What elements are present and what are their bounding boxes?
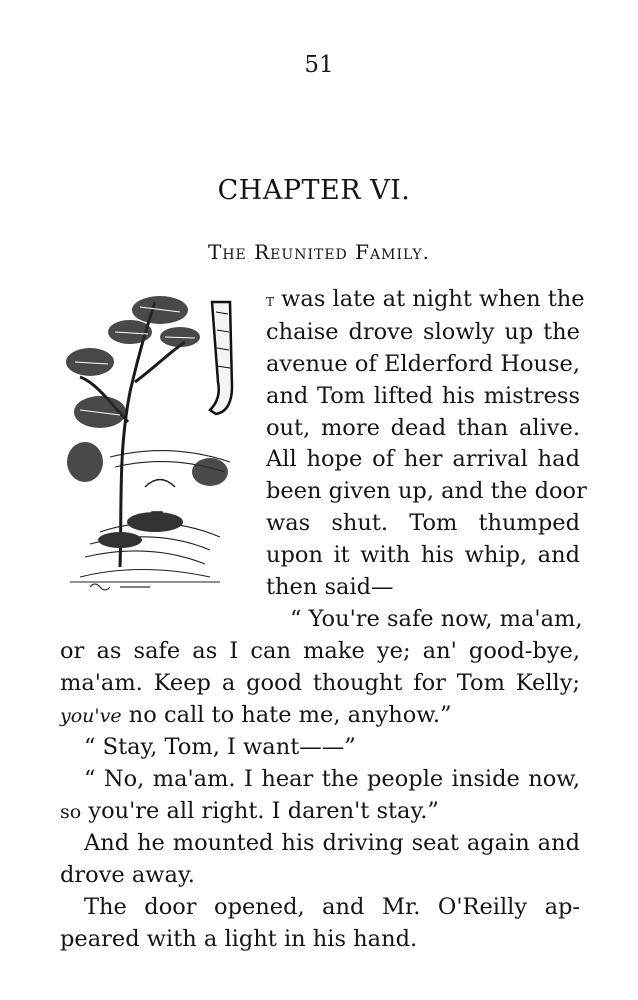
text-line-1 bbox=[266, 286, 585, 312]
text-line-13: ma'am. Keep a good thought for Tom Kelly; bbox=[60, 670, 580, 696]
text-line-15: “ Stay, Tom, I want——” bbox=[84, 734, 356, 760]
text-line-18: And he mounted his driving seat again and bbox=[84, 830, 580, 856]
text-line-7: been given up, and the door bbox=[266, 478, 587, 504]
page-number: 51 bbox=[304, 52, 334, 78]
text-line-4: and Tom lifted his mistress bbox=[266, 383, 580, 409]
text-line-11: “ You're safe now, ma'am, bbox=[290, 606, 583, 632]
line-14-rest: no call to hate me, anyhow.” bbox=[128, 702, 452, 728]
text-line-21: peared with a light in his hand. bbox=[60, 926, 418, 952]
text-line-3: avenue of Elderford House, bbox=[266, 351, 580, 377]
text-line-8: was shut. Tom thumped bbox=[266, 510, 580, 536]
text-line-19: drove away. bbox=[60, 862, 195, 888]
text-line-20: The door opened, and Mr. O'Reilly ap- bbox=[84, 894, 580, 920]
text-line-5: out, more dead than alive. bbox=[266, 415, 580, 441]
text-line-10: then said— bbox=[266, 574, 394, 600]
emphasis-word: you've bbox=[60, 705, 122, 727]
line-17-first-word: so bbox=[60, 801, 82, 823]
text-line-9: upon it with his whip, and bbox=[266, 542, 580, 568]
text-line-6: All hope of her arrival had bbox=[266, 446, 580, 472]
text-line-2: chaise drove slowly up the bbox=[266, 319, 580, 345]
chapter-title: CHAPTER VI. bbox=[217, 175, 411, 206]
text-line-16: “ No, ma'am. I hear the people inside now, bbox=[84, 766, 580, 792]
chapter-subtitle: The Reunited Family. bbox=[208, 240, 430, 264]
drop-cap-illustration bbox=[60, 282, 260, 600]
text-line-17 bbox=[60, 800, 439, 823]
drop-cap-continuation: t bbox=[266, 291, 275, 311]
line-17-rest: you're all right. I daren't stay.” bbox=[88, 798, 439, 824]
text-line-12: or as safe as I can make ye; an' good-bye, bbox=[60, 638, 580, 664]
text-line-14 bbox=[60, 704, 452, 727]
line-1-text: was late at night when the bbox=[281, 286, 585, 312]
